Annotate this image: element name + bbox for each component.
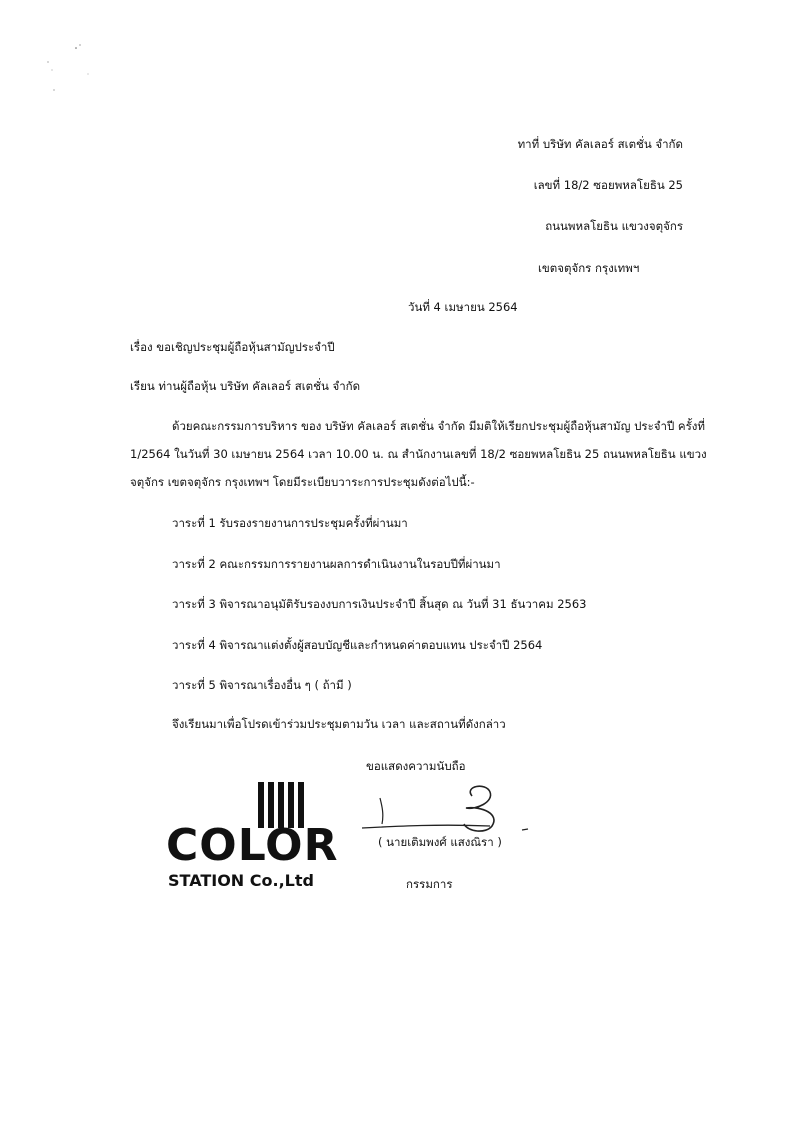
agenda-item-3: วาระที่ 3 พิจารณาอนุมัติรับรองงบการเงินประจำปี สิ้นสุด ณ วันที่ 31 ธันวาคม 2563 (172, 597, 587, 611)
address-line-4: เขตจตุจักร กรุงเทพฯ (538, 261, 640, 275)
agenda-item-5: วาระที่ 5 พิจารณาเรื่องอื่น ๆ ( ถ้ามี ) (172, 678, 352, 692)
closing-sentence: จึงเรียนมาเพื่อโปรดเข้าร่วมประชุมตามวัน เวลา และสถานที่ดังกล่าว (172, 717, 506, 731)
signer-title: กรรมการ (406, 877, 453, 891)
agenda-item-4: วาระที่ 4 พิจารณาแต่งตั้งผู้สอบบัญชีและกำหนดค่าตอบแทน ประจำปี 2564 (172, 638, 543, 652)
scan-specks (30, 40, 100, 100)
address-line-3: ถนนพหลโยธิน แขวงจตุจักร (545, 219, 683, 233)
signer-name: ( นายเติมพงศ์ แสงณิรา ) (378, 835, 502, 849)
letter-addressee: เรียน ท่านผู้ถือหุ้น บริษัท คัลเลอร์ สเตชั่น จำกัด (130, 379, 361, 393)
company-logo (166, 782, 339, 892)
logo-word-station: STATION Co.,Ltd (168, 871, 314, 890)
regards-text: ขอแสดงความนับถือ (366, 759, 466, 773)
body-line-3: จตุจักร เขตจตุจักร กรุงเทพฯ โดยมีระเบียบวาระการประชุมดังต่อไปนี้:- (130, 475, 475, 489)
address-line-1: ทาที่ บริษัท คัลเลอร์ สเตชั่น จำกัด (517, 137, 683, 151)
body-line-1: ด้วยคณะกรรมการบริหาร ของ บริษัท คัลเลอร์ สเตชั่น จำกัด มีมติให้เรียกประชุมผู้ถือหุ้นสามัญ ประจำปี ครั้งที่ (172, 419, 705, 433)
agenda-item-2: วาระที่ 2 คณะกรรมการรายงานผลการดำเนินงานในรอบปีที่ผ่านมา (172, 557, 501, 571)
letter-date: วันที่ 4 เมษายน 2564 (408, 300, 518, 314)
address-line-2: เลขที่ 18/2 ซอยพหลโยธิน 25 (533, 178, 683, 192)
body-line-2: 1/2564 ในวันที่ 30 เมษายน 2564 เวลา 10.00 น. ณ สำนักงานเลขที่ 18/2 ซอยพหลโยธิน 25 ถนนพหลโยธิน แขวง (130, 447, 707, 461)
agenda-item-1: วาระที่ 1 รับรองรายงานการประชุมครั้งที่ผ่านมา (172, 516, 408, 530)
logo-word-color: COLOR (166, 820, 339, 871)
letter-subject: เรื่อง ขอเชิญประชุมผู้ถือหุ้นสามัญประจำปี (130, 340, 335, 354)
